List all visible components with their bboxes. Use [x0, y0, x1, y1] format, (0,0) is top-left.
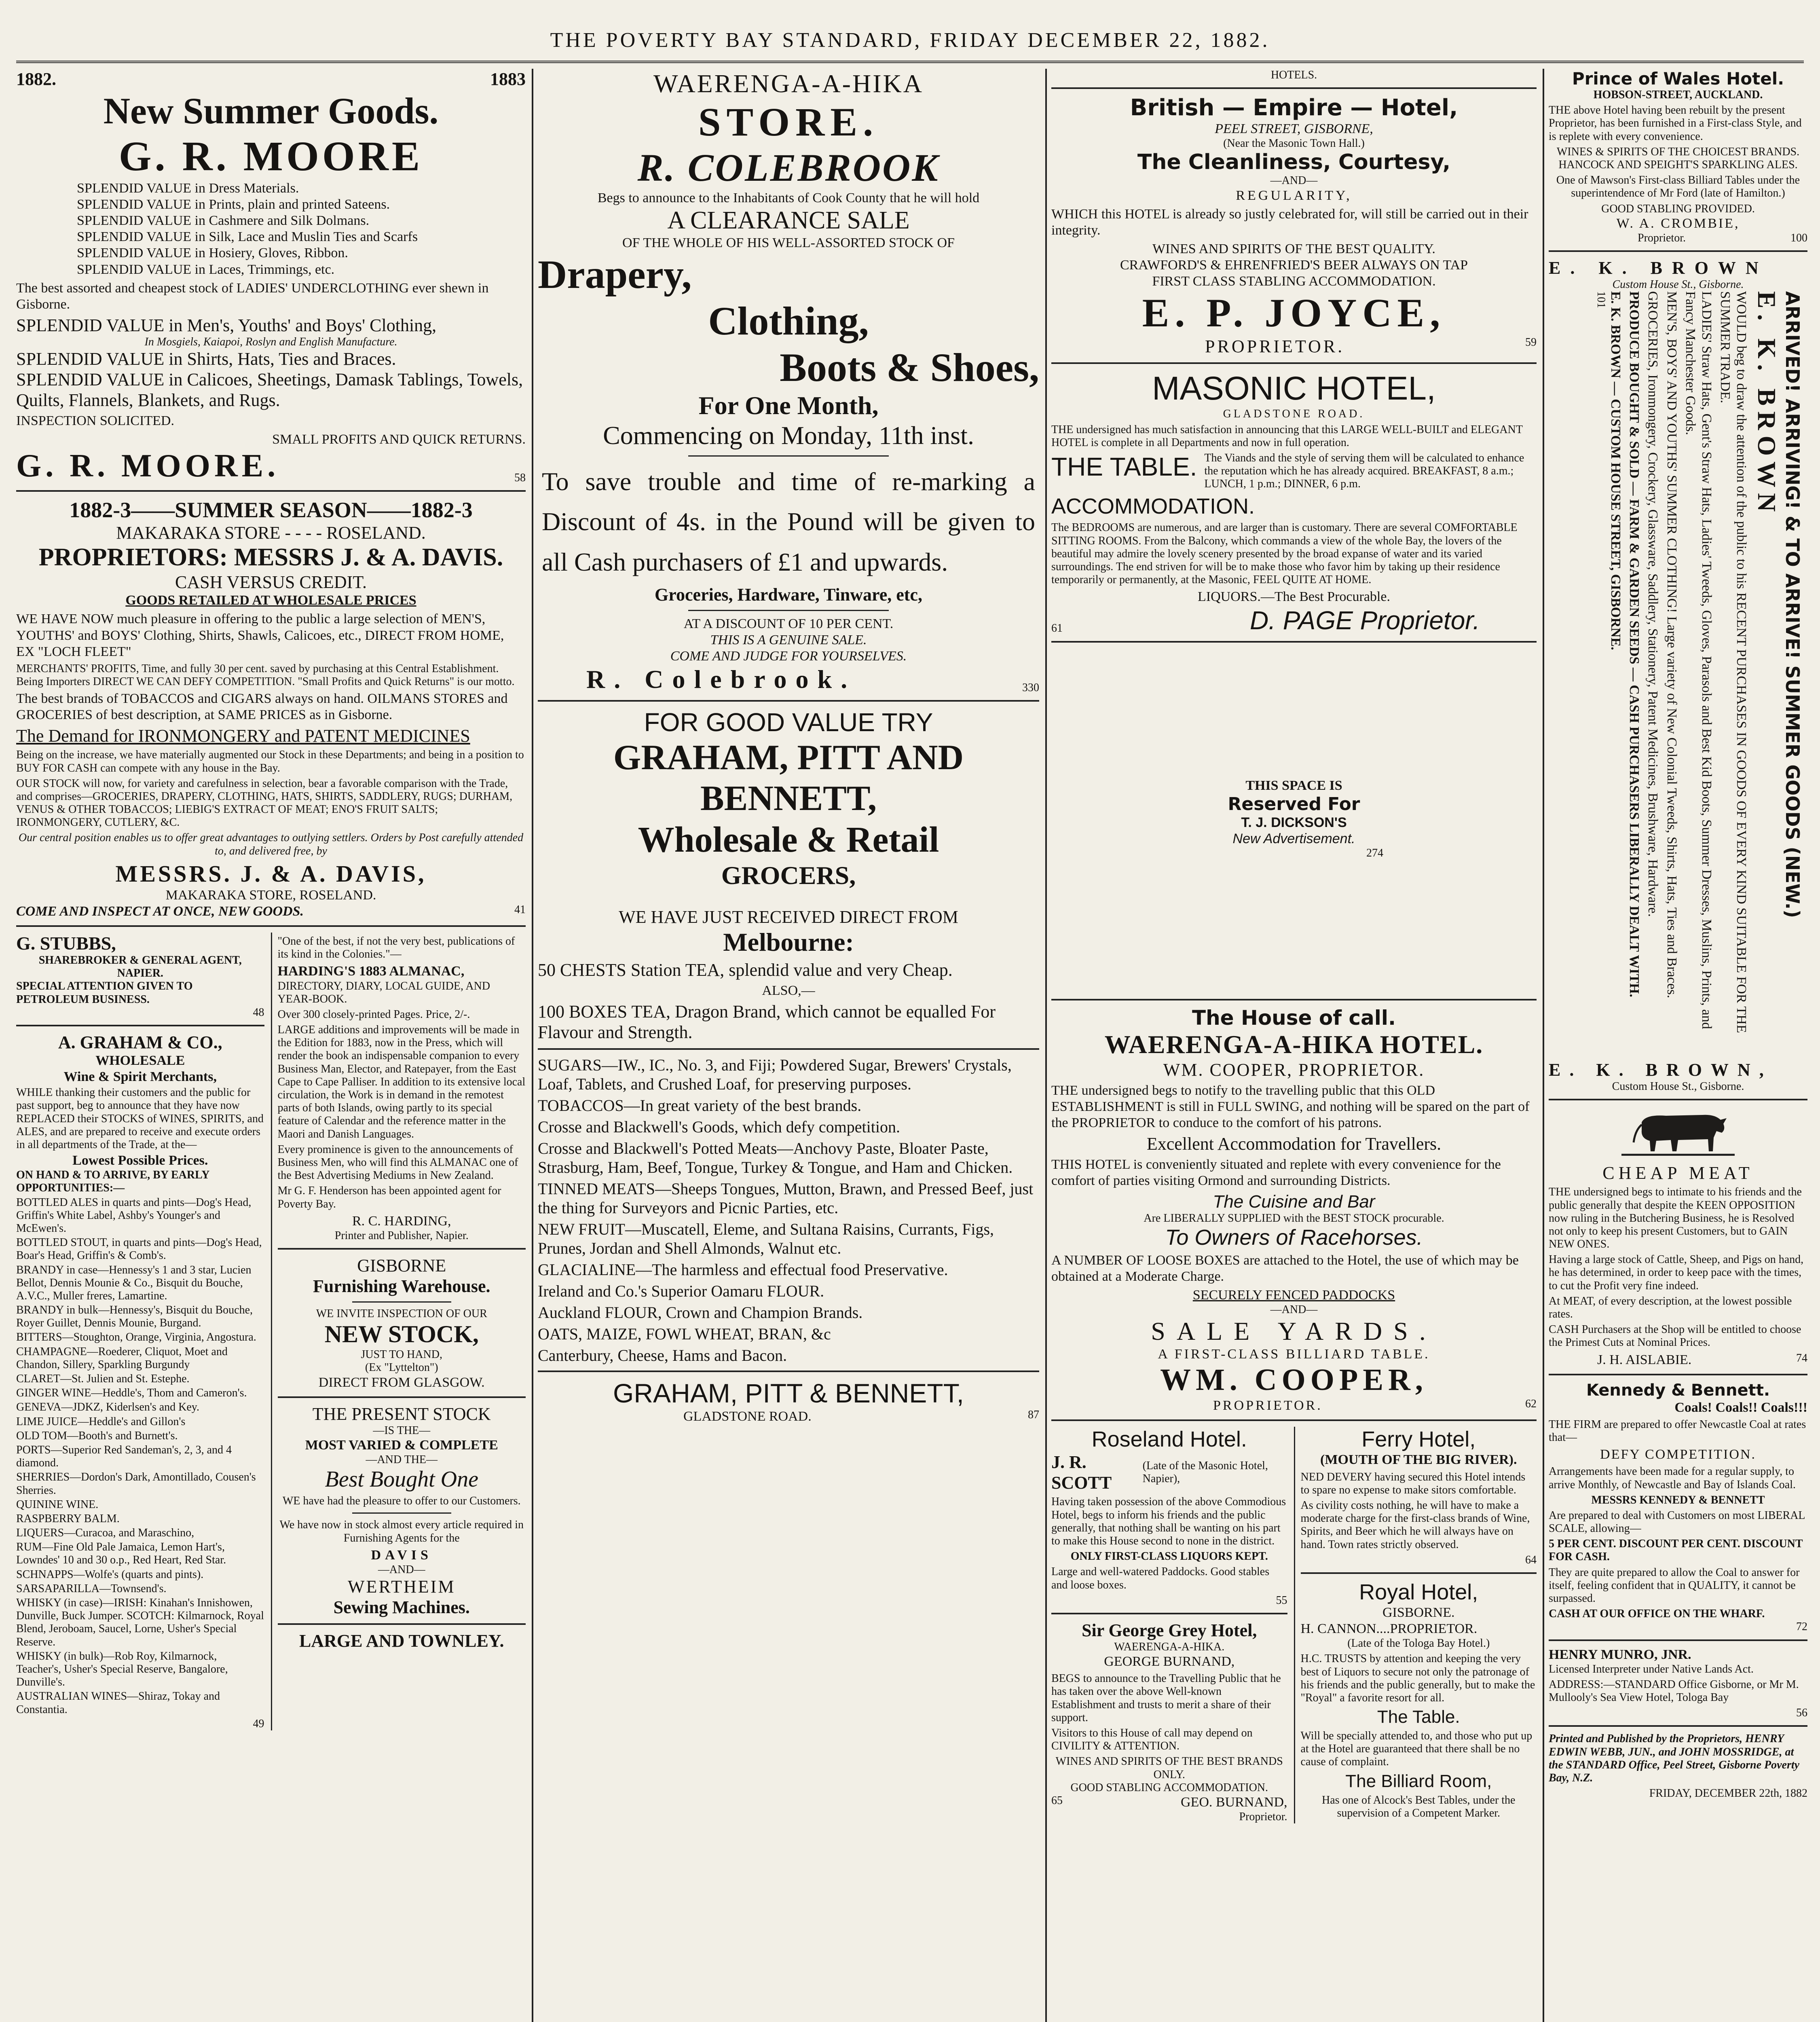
graham-item: BRANDY in case—Hennessy's 1 and 3 star, Lucien Bellot, Dennis Mounie & Co., Bisquit du Bouche, A.V.C., Muller freres, Lamartine.: [16, 1263, 252, 1302]
moore-shirts: SPLENDID VALUE in Shirts, Hats, Ties and Braces.: [16, 349, 396, 369]
graham-item: WHISKY (in bulk)—Rob Roy, Kilmarnock, Teacher's, Usher's Special Reserve, Bangalore, Dunville's.: [16, 1650, 228, 1689]
graham-item: GINGER WINE—Heddle's, Thom and Cameron's.: [16, 1387, 247, 1400]
graham-lowest: Lowest Possible Prices.: [72, 1153, 208, 1168]
kennedy-para: Arrangements have been made for a regular supply, to arrive Monthly, of Newcastle and Bay of Islands Coal.: [1549, 1465, 1796, 1491]
wales-billiard: One of Mawson's First-class Billiard Tables under the superintendence of Mr Ford (late of Hamilton.): [1556, 174, 1800, 200]
furnishing-and-2: —AND—: [378, 1563, 425, 1576]
grey-place: WAERENGA-A-HIKA.: [1114, 1640, 1225, 1653]
gpb-item: Crosse and Blackwell's Potted Meats—Anchovy Paste, Bloater Paste, Strasburg, Ham, Beef, Tongue, Turkey & Tongue, and Ham and Chicken.: [538, 1139, 1013, 1177]
kennedy-office: CASH AT OUR OFFICE ON THE WHARF.: [1549, 1607, 1765, 1620]
empire-proprietor: PROPRIETOR.: [1205, 336, 1345, 357]
graham-item: PORTS—Superior Red Sandeman's, 2, 3, and 4 diamond.: [16, 1443, 232, 1470]
brown-head: E. K. BROWN: [1549, 258, 1768, 278]
waerenga-excellent: Excellent Accommodation for Travellers.: [1146, 1134, 1442, 1154]
moore-line: SPLENDID VALUE in Dress Materials.: [77, 181, 299, 196]
graham-item: RUM—Fine Old Pale Jamaica, Lemon Hart's, Lowndes' 10 and 30 o.p., Red Heart, Red Star.: [16, 1541, 226, 1567]
makaraka-signature: MESSRS. J. & A. DAVIS,: [115, 860, 427, 887]
waerenga-signature-2: PROPRIETOR.: [1213, 1398, 1323, 1413]
colebrook-store: STORE.: [698, 99, 879, 144]
kennedy-para: THE FIRM are prepared to offer Newcastle Coal at rates that—: [1549, 1418, 1806, 1444]
colebrook-boots: Boots & Shoes,: [780, 345, 1039, 390]
empire-title: British — Empire — Hotel,: [1130, 95, 1458, 121]
grey-para: BEGS to announce to the Travelling Public that he has taken over the above Well-known Establishment and trusts to merit a share of their support.: [1051, 1672, 1281, 1724]
brown-vert-para: WOULD beg to draw the attention of the public to his RECENT PURCHASES IN GOODS OF EVERY KIND SUITABLE FOR THE SUMMER TRADE.: [1717, 291, 1749, 1033]
royal-town: GISBORNE.: [1382, 1605, 1455, 1620]
roseland-paddocks: Large and well-watered Paddocks. Good stables and loose boxes.: [1051, 1565, 1270, 1591]
column-rule: [532, 69, 533, 2022]
kennedy-title: Kennedy & Bennett.: [1586, 1381, 1770, 1400]
brown-foot-2: Custom House St., Gisborne.: [1612, 1080, 1744, 1093]
masonic-table: THE TABLE.: [1051, 452, 1197, 481]
colebrook-place: WAERENGA-A-HIKA: [653, 69, 924, 98]
harding-para: LARGE additions and improvements will be made in the Edition for 1883, now in the Press, which will render the book an indispensable companion to every Business Man, Elector, and Ratepayer, from the East Cape to Cape Palliser. In addition to its extensive local circulation, the Work is in demand in the remotest parts of both Islands, owing partly to its special feature of Calendar and the reference matter in the Maori and Danish Languages.: [277, 1024, 526, 1140]
masonic-signature: D. PAGE Proprietor.: [1249, 605, 1480, 635]
gpb-grocers: GROCERS,: [721, 861, 856, 890]
colebrook-come: COME AND JUDGE FOR YOURSELVES.: [670, 649, 907, 664]
makaraka-para: The best brands of TOBACCOS and CIGARS always on hand. OILMANS STORES and GROCERIES of best description, at SAME PRICES as in Gisborne.: [16, 691, 508, 723]
empire-clean: The Cleanliness, Courtesy,: [1137, 150, 1451, 175]
wales-signature: W. A. CROMBIE,: [1616, 216, 1740, 231]
gpb-item: GLACIALINE—The harmless and effectual food Preservative.: [538, 1261, 948, 1279]
colebrook-groceries: Groceries, Hardware, Tinware, etc,: [655, 584, 922, 605]
wales-stabling: GOOD STABLING PROVIDED.: [1601, 202, 1755, 215]
empire-para: WHICH this HOTEL is already so justly celebrated for, will still be carried out in their integrity.: [1051, 206, 1528, 238]
gpb-item: SUGARS—IW., IC., No. 3, and Fiji; Powdered Sugar, Brewers' Crystals, Loaf, Tablets, and Crushed Loaf, for preserving purposes.: [538, 1056, 1012, 1093]
makaraka-para: OUR STOCK will now, for variety and carefulness in selection, bear a favorable comparison with the Trade, and comprises—GROCERIES, DRAPERY, CLOTHING, HATS, SHIRTS, SADDLERY, RUGS; DURHAM, VENUS & OTHER TOBACCOS; LIEBIG'S EXTRACT OF MEAT; ENO'S FRUIT SALTS; IRONMONGERY, CUTLERY, &C.: [16, 777, 513, 829]
waerenga-and: —AND—: [1270, 1303, 1318, 1316]
munro-address: ADDRESS:—STANDARD Office Gisborne, or Mr M. Mullooly's Sea View Hotel, Tologa Bay: [1549, 1678, 1799, 1704]
ad-number: 274: [1366, 846, 1383, 859]
gpb-received: WE HAVE JUST RECEIVED DIRECT FROM: [619, 907, 958, 927]
waerenga-para: A NUMBER OF LOOSE BOXES are attached to the Hotel, the use of which may be obtained at a Moderate Charge.: [1051, 1252, 1519, 1284]
royal-billiard: The Billiard Room,: [1345, 1771, 1492, 1791]
masonic-table-text: The Viands and the style of serving them will be calculated to enhance the reputation which he has already acquired. BREAKFAST, 8 a.m.; LUNCH, 1 p.m.; DINNER, 6 p.m.: [1204, 451, 1524, 491]
graham-item: BOTTLED STOUT, in quarts and pints—Dog's Head, Boar's Head, Griffin's & Comb's.: [16, 1236, 262, 1262]
wales-wines: WINES & SPIRITS OF THE CHOICEST BRANDS.: [1556, 145, 1800, 158]
waerenga-house: The House of call.: [1192, 1006, 1396, 1030]
gpb-address: GLADSTONE ROAD.: [683, 1409, 812, 1424]
graham-item: SARSAPARILLA—Townsend's.: [16, 1582, 167, 1595]
furnishing-signature: LARGE AND TOWNLEY.: [299, 1631, 504, 1651]
gpb-item: TINNED MEATS—Sheeps Tongues, Mutton, Brawn, and Pressed Beef, just the thing for Surveyors and Picnic Parties, etc.: [538, 1180, 1034, 1217]
stubbs-note: SPECIAL ATTENTION GIVEN TO PETROLEUM BUSINESS.: [16, 980, 193, 1006]
meat-para: Having a large stock of Cattle, Sheep, and Pigs on hand, he has determined, in order to keep pace with the times, to cut the Profit very fine indeed.: [1549, 1253, 1804, 1292]
meat-title: CHEAP MEAT: [1602, 1163, 1754, 1183]
ad-number: 87: [1028, 1409, 1039, 1421]
graham-item: LIQUERS—Curacoa, and Maraschino,: [16, 1527, 194, 1540]
furnishing-title: Furnishing Warehouse.: [313, 1276, 490, 1296]
gpb-ad: [538, 707, 1039, 1425]
ferry-sub: (MOUTH OF THE BIG RIVER).: [1320, 1452, 1517, 1468]
right-subcolumn: [1294, 1427, 1537, 1823]
moore-line: SPLENDID VALUE in Prints, plain and printed Sateens.: [77, 197, 390, 212]
colebrook-drapery: Drapery,: [538, 252, 692, 297]
empire-and: —AND—: [1270, 174, 1318, 187]
roseland-para: Having taken possession of the above Commodious Hotel, begs to inform his friends and the public generally, that nothing shall be wanting on his part to make this House second to none in the district.: [1051, 1495, 1286, 1548]
empire-street: PEEL STREET, GISBORNE,: [1215, 121, 1373, 137]
empire-ad: [1051, 95, 1537, 357]
graham-item: SCHNAPPS—Wolfe's (quarts and pints).: [16, 1568, 204, 1581]
royal-ad: [1301, 1580, 1537, 1820]
column-rule: [1045, 69, 1047, 2022]
waerenga-owners: To Owners of Racehorses.: [1165, 1225, 1423, 1250]
makaraka-para: WE HAVE NOW much pleasure in offering to the public a large selection of MEN'S, YOUTHS' and BOYS' Clothing, Shirts, Shawls, Calicoes, etc., DIRECT FROM HOME, EX "LOCH FLEET": [16, 611, 504, 659]
royal-title: Royal Hotel,: [1359, 1580, 1478, 1604]
kennedy-discount: 5 PER CENT. DISCOUNT PER CENT. DISCOUNT FOR CASH.: [1549, 1538, 1803, 1563]
meat-para: CASH Purchasers at the Shop will be entitled to choose the Primest Cuts at Nominal Prices.: [1549, 1323, 1801, 1349]
roseland-ad: [1051, 1427, 1287, 1607]
kennedy-messrs: MESSRS KENNEDY & BENNETT: [1591, 1493, 1765, 1506]
empire-signature: E. P. JOYCE,: [1142, 290, 1446, 336]
furnishing-present: THE PRESENT STOCK: [312, 1404, 491, 1424]
grey-signature: GEO. BURNAND,: [1181, 1794, 1287, 1810]
colebrook-genuine: THIS IS A GENUINE SALE.: [710, 632, 867, 647]
furnishing-new: NEW STOCK,: [324, 1321, 479, 1348]
stubbs-ad: [16, 933, 264, 1019]
roseland-liquors: ONLY FIRST-CLASS LIQUORS KEPT.: [1070, 1550, 1268, 1563]
waerenga-supplied: Are LIBERALLY SUPPLIED with the BEST STOCK procurable.: [1144, 1212, 1444, 1225]
ad-number: 62: [1525, 1398, 1537, 1411]
masonic-road: GLADSTONE ROAD.: [1223, 408, 1365, 421]
reserved-line-1: THIS SPACE IS: [1245, 778, 1342, 793]
moore-underclothing: The best assorted and cheapest stock of LADIES' UNDERCLOTHING ever shewn in Gisborne.: [16, 280, 489, 312]
furnishing-varied: MOST VARIED & COMPLETE: [305, 1437, 498, 1453]
furnishing-davis: DAVIS: [371, 1547, 432, 1563]
makaraka-season: 1882-3——SUMMER SEASON——1882-3: [69, 498, 473, 522]
masonic-accommodation: ACCOMMODATION.: [1051, 494, 1255, 519]
makaraka-signature-2: MAKARAKA STORE, ROSELAND.: [165, 887, 376, 903]
colebrook-ad: [538, 69, 1039, 694]
brown-vert-para: MEN'S, BOYS' AND YOUTHS' SUMMER CLOTHING! Large variety of New Colonial Tweeds, Shirts, Hats, Ties and Braces.: [1664, 291, 1679, 998]
graham-item: SHERRIES—Dordon's Dark, Amontillado, Cousen's Sherries.: [16, 1471, 256, 1497]
colebrook-month: For One Month,: [698, 391, 879, 420]
empire-beer: CRAWFORD'S & EHRENFRIED'S BEER ALWAYS ON TAP: [1120, 258, 1468, 273]
brown-sub: Custom House St., Gisborne.: [1612, 278, 1744, 291]
moore-line: SPLENDID VALUE in Cashmere and Silk Dolmans.: [77, 213, 370, 228]
wales-signature-2: Proprietor.: [1638, 231, 1686, 244]
gpb-also: ALSO,—: [762, 983, 815, 998]
column-3: [1051, 69, 1537, 2022]
graham-item: QUININE WINE.: [16, 1498, 99, 1511]
munro-ad: [1549, 1647, 1807, 1720]
ad-number: 49: [253, 1717, 264, 1730]
bull-illustration: [1617, 1106, 1739, 1159]
meat-para: At MEAT, of every description, at the lowest possible rates.: [1549, 1294, 1792, 1321]
hotels-label: HOTELS.: [1270, 69, 1317, 81]
harding-para: Mr G. F. Henderson has been appointed agent for Poverty Bay.: [277, 1184, 501, 1210]
meat-signature: J. H. AISLABIE.: [1597, 1352, 1692, 1367]
furnishing-direct: DIRECT FROM GLASGOW.: [318, 1375, 485, 1390]
furnishing-just: JUST TO HAND,: [361, 1348, 442, 1361]
colebrook-sale: A CLEARANCE SALE: [667, 207, 910, 235]
kennedy-para: Are prepared to deal with Customers on most LIBERAL SCALE, allowing—: [1549, 1509, 1805, 1535]
furnishing-para: We have now in stock almost every article required in Furnishing Agents for the: [279, 1519, 524, 1544]
masonic-title: MASONIC HOTEL,: [1152, 370, 1436, 407]
masonic-ad: [1051, 370, 1537, 635]
brown-foot: E. K. BROWN,: [1549, 1060, 1773, 1080]
roseland-late: (Late of the Masonic Hotel, Napier),: [1142, 1459, 1268, 1485]
roseland-title: Roseland Hotel.: [1091, 1427, 1247, 1452]
furnishing-is: —IS THE—: [373, 1424, 431, 1437]
royal-para: H.C. TRUSTS by attention and keeping the very best of Liquors to secure not only the patronage of his friends and the public generally, but to make the "Royal" a favorite resort for all.: [1300, 1652, 1535, 1704]
grey-wines: WINES AND SPIRITS OF THE BEST BRANDS ONLY.: [1055, 1755, 1283, 1781]
furnishing-and: —AND THE—: [366, 1453, 438, 1466]
ad-number: 41: [514, 903, 526, 916]
masthead: THE POVERTY BAY STANDARD, FRIDAY DECEMBER 22, 1882.: [550, 29, 1270, 52]
right-subcolumn: [271, 933, 526, 1730]
colebrook-save: To save trouble and time of re-marking a Discount of 4s. in the Pound will be given to all Cash purchasers of £1 and upwards.: [542, 467, 1035, 576]
moore-profits: SMALL PROFITS AND QUICK RETURNS.: [272, 432, 526, 447]
left-subcolumn: [1051, 1427, 1287, 1823]
colebrook-whole: OF THE WHOLE OF HIS WELL-ASSORTED STOCK OF: [622, 235, 955, 251]
ad-number: 55: [1276, 1594, 1287, 1607]
graham-item: WHISKY (in case)—IRISH: Kinahan's Innishowen, Dunville, Buck Jumper. SCOTCH: Kilmarnock, Royal Blend, Jeroboam, Saucel, Lorne, Usher's Special Reserve.: [16, 1597, 264, 1648]
ferry-para: As civility costs nothing, he will have to make a moderate charge for the first-class brands of Wine, Spirits, and Beer which he will always have on hand. Town rates strictly observed.: [1300, 1499, 1530, 1551]
brown-vert-title: ARRIVED! ARRIVING! & TO ARRIVE! SUMMER GOODS (NEW.): [1782, 291, 1803, 918]
gpb-item: Auckland FLOUR, Crown and Champion Brands.: [538, 1303, 863, 1322]
brown-vert-para: PRODUCE BOUGHT & SOLD — FARM & GARDEN SEEDS — CASH PURCHASERS LIBERALLY DEALT WITH.: [1627, 291, 1642, 998]
graham-item: BRANDY in bulk—Hennessy's, Bisquit du Bouche, Royer Guillet, Dennis Mounie, Burgand.: [16, 1304, 253, 1330]
gpb-boxes: 100 BOXES TEA, Dragon Brand, which cannot be equalled For Flavour and Strength.: [538, 1002, 996, 1043]
gpb-value: FOR GOOD VALUE TRY: [644, 708, 933, 737]
ad-number: 64: [1525, 1553, 1537, 1566]
royal-proprietor: H. CANNON....PROPRIETOR.: [1300, 1621, 1478, 1637]
makaraka-cash: CASH VERSUS CREDIT.: [175, 572, 367, 592]
reserved-line-2: Reserved For: [1228, 793, 1360, 814]
waerenga-proprietor: WM. COOPER, PROPRIETOR.: [1163, 1060, 1425, 1080]
gpb-item: NEW FRUIT—Muscatell, Eleme, and Sultana Raisins, Currants, Figs, Prunes, Jordan and Shell Almonds, Walnut etc.: [538, 1220, 994, 1258]
gpb-item: Crosse and Blackwell's Goods, which defy competition.: [538, 1118, 900, 1136]
wales-para: THE above Hotel having been rebuilt by the present Proprietor, has been furnished in a First-class Style, and is replete with every convenience.: [1549, 104, 1802, 143]
royal-table: The Table.: [1377, 1707, 1460, 1727]
ad-number: 72: [1796, 1620, 1807, 1633]
masonic-accommodation-text: The BEDROOMS are numerous, and are larger than is customary. There are several COMFORTABLE SITTING ROOMS. From the Balcony, which commands a view of the whole Bay, the lovers of the beautiful may admire the lovely scenery presented by the broad expanse of water and its varied surroundings. The end striven for will be to make those who favor him by taking up their residence temporarily or permanently, at the Masonic, FEEL QUITE AT HOME.: [1051, 521, 1518, 586]
harding-quote: "One of the best, if not the very best, publications of its kind in the Colonies."—: [277, 935, 515, 961]
munro-role: Licensed Interpreter under Native Lands Act.: [1549, 1662, 1754, 1675]
ad-number: 101: [1595, 291, 1608, 309]
munro-name: HENRY MUNRO, JNR.: [1549, 1647, 1691, 1662]
waerenga-billiard: A FIRST-CLASS BILLIARD TABLE.: [1158, 1347, 1430, 1362]
furnishing-para: WE have had the pleasure to offer to our Customers.: [282, 1495, 521, 1508]
gpb-wholesale: Wholesale & Retail: [638, 820, 939, 860]
brown-vert-signature: E. K. BROWN — CUSTOM HOUSE STREET, GISBORNE.: [1608, 291, 1623, 650]
graham-item: CHAMPAGNE—Roederer, Cliquot, Moet and Chandon, Sillery, Sparkling Burgundy: [16, 1345, 228, 1371]
ad-number: 56: [1796, 1707, 1807, 1720]
makaraka-proprietors: PROPRIETORS: MESSRS J. & A. DAVIS.: [38, 544, 503, 571]
makaraka-para: Being on the increase, we have materially augmented our Stock in these Departments; and being in a position to BUY FOR CASH can compete with any house in the Bay.: [16, 749, 524, 774]
ad-number: 65: [1051, 1794, 1063, 1807]
kennedy-para: They are quite prepared to allow the Coal to answer for itself, feeling confident that in QUALITY, it cannot be surpassed.: [1549, 1566, 1800, 1605]
moore-name: G. R. MOORE: [118, 133, 423, 180]
graham-ad: [16, 1032, 264, 1730]
gpb-item: OATS, MAIZE, FOWL WHEAT, BRAN, &c: [538, 1325, 831, 1343]
gpb-melbourne: Melbourne:: [723, 928, 854, 957]
ad-number: 59: [1525, 336, 1537, 349]
ad-number: 61: [1051, 622, 1063, 635]
graham-item: RASPBERRY BALM.: [16, 1512, 120, 1525]
harding-ad: [278, 935, 526, 1242]
graham-item: AUSTRALIAN WINES—Shiraz, Tokay and Constantia.: [16, 1690, 220, 1716]
moore-signature: G. R. MOORE.: [16, 448, 280, 484]
graham-item: BITTERS—Stoughton, Orange, Virginia, Angostura.: [16, 1331, 256, 1344]
harding-para: Every prominence is given to the announcements of Business Men, who will find this ALMANAC one of the Best Advertising Mediums in New Zealand.: [277, 1143, 518, 1182]
colebrook-begs: Begs to announce to the Inhabitants of Cook County that he will hold: [597, 190, 980, 205]
moore-title: New Summer Goods.: [103, 90, 439, 131]
left-subcolumn: [16, 933, 264, 1730]
royal-billiard-text: Has one of Alcock's Best Tables, under the supervision of a Competent Marker.: [1322, 1794, 1516, 1819]
furnishing-ex: (Ex "Lyttelton"): [365, 1361, 438, 1374]
colebrook-signature: R. Colebrook.: [586, 665, 856, 694]
column-rule: [1543, 69, 1544, 2022]
reserved-line-4: New Advertisement.: [1232, 831, 1355, 846]
moore-line: SPLENDID VALUE in Laces, Trimmings, etc.: [77, 262, 335, 277]
wales-title: Prince of Wales Hotel.: [1572, 69, 1784, 89]
grey-name: GEORGE BURNAND,: [1104, 1654, 1235, 1669]
graham-item: LIME JUICE—Heddle's and Gillon's: [16, 1415, 186, 1428]
brown-vert-para: LADIES' Straw Hats, Gent's Straw Hats, Ladies' Tweeds, Gloves, Parasols and Best Kid Boots, Summer Dresses, Muslins, Prints, and Fancy Manchester Goods.: [1683, 291, 1714, 1029]
brown-vert-name: E. K. BROWN: [1752, 291, 1781, 518]
brown-vert-para: GROCERIES, Ironmongery, Crockery, Glassware, Saddlery, Stationery, Patent Medicines, Brushware, Hardware.: [1645, 291, 1661, 917]
waerenga-para: THE undersigned begs to notify to the travelling public that this OLD ESTABLISHMENT is still in FULL SWING, and nothing will be spared on the part of the PROPRIETOR to conduce to the comfort of his patrons.: [1051, 1083, 1530, 1131]
graham-para: WHILE thanking their customers and the public for past support, beg to announce that they have now REPLACED their STOCKS of WINES, SPIRITS, and ALES, and are prepared to receive and execute orders in all departments of the Trade, at the—: [16, 1086, 264, 1151]
colebrook-name: R. COLEBROOK: [637, 146, 940, 189]
grey-ad: [1051, 1620, 1287, 1823]
graham-item: CLARET—St. Julien and St. Estephe.: [16, 1373, 190, 1385]
wales-ales: HANCOCK AND SPEIGHT'S SPARKLING ALES.: [1558, 158, 1798, 171]
graham-item: GENEVA—JDKZ, Kiderlsen's and Key.: [16, 1401, 199, 1414]
ferry-para: NED DEVERY having secured this Hotel intends to spare no expense to make sitors comfortable.: [1300, 1470, 1526, 1496]
makaraka-come: COME AND INSPECT AT ONCE, NEW GOODS.: [16, 903, 304, 919]
masonic-liquors: LIQUORS.—The Best Procurable.: [1198, 589, 1390, 605]
royal-late: (Late of the Tologa Bay Hotel.): [1347, 1637, 1490, 1650]
wales-street: HOBSON-STREET, AUCKLAND.: [1593, 89, 1763, 101]
waerenga-signature: WM. COOPER,: [1160, 1363, 1428, 1397]
gpb-item: TOBACCOS—In great variety of the best brands.: [538, 1096, 862, 1115]
waerenga-fenced: SECURELY FENCED PADDOCKS: [1192, 1287, 1395, 1303]
makaraka-wholesale: GOODS RETAILED AT WHOLESALE PRICES: [125, 593, 416, 608]
empire-regularity: REGULARITY,: [1236, 188, 1352, 203]
gpb-signature: GRAHAM, PITT & BENNETT,: [613, 1378, 964, 1409]
makaraka-store: MAKARAKA STORE - - - - ROSELAND.: [116, 523, 426, 543]
moore-line: SPLENDID VALUE in Hosiery, Gloves, Ribbon.: [77, 245, 348, 261]
year-right: 1883: [490, 69, 526, 89]
empire-wines: WINES AND SPIRITS OF THE BEST QUALITY.: [1152, 241, 1435, 256]
makaraka-para: MERCHANTS' PROFITS, Time, and fully 30 per cent. saved by purchasing at this Central Establishment. Being Importers DIRECT WE CAN DEFY COMPETITION. "Small Profits and Quick Returns" is our motto.: [16, 662, 515, 688]
colebrook-discount: AT A DISCOUNT OF 10 PER CENT.: [683, 616, 894, 631]
graham-arrive: ON HAND & TO ARRIVE, BY EARLY OPPORTUNITIES:—: [16, 1169, 209, 1195]
makaraka-demand: The Demand for IRONMONGERY and PATENT MEDICINES: [16, 726, 470, 746]
harding-signature-2: Printer and Publisher, Napier.: [334, 1229, 469, 1242]
harding-pages: Over 300 closely-printed Pages. Price, 2/-.: [277, 1008, 470, 1021]
moore-men-sub: In Mosgiels, Kaiapoi, Roslyn and English Manufacture.: [144, 335, 397, 348]
masthead-rule: [16, 61, 1804, 63]
grey-para: Visitors to this House of call may depend on CIVILITY & ATTENTION.: [1051, 1727, 1253, 1753]
waerenga-para: THIS HOTEL is conveniently situated and replete with every convenience for the comfort of parties visiting Ormond and surrounding Districts.: [1051, 1157, 1501, 1189]
grey-stabling: GOOD STABLING ACCOMMODATION.: [1070, 1781, 1268, 1794]
empire-stabling: FIRST CLASS STABLING ACCOMMODATION.: [1152, 274, 1436, 289]
moore-inspection: INSPECTION SOLICITED.: [16, 413, 174, 429]
furnishing-wertheim: WERTHEIM: [348, 1577, 456, 1597]
ad-number: 330: [1022, 681, 1039, 694]
moore-men: SPLENDID VALUE in Men's, Youths' and Boys' Clothing,: [16, 315, 437, 335]
moore-calicoes: SPLENDID VALUE in Calicoes, Sheetings, Damask Tablings, Towels, Quilts, Flannels, Blankets, and Rugs.: [16, 370, 523, 410]
stubbs-name: G. STUBBS,: [16, 933, 116, 954]
gpb-item: Ireland and Co.'s Superior Oamaru FLOUR.: [538, 1282, 824, 1301]
year-left: 1882.: [16, 69, 56, 89]
masonic-para: THE undersigned has much satisfaction in announcing that this LARGE WELL-BUILT and ELEGANT HOTEL is complete in all Departments and now in full operation.: [1051, 423, 1523, 449]
furnishing-invite: WE INVITE INSPECTION OF OUR: [316, 1307, 487, 1320]
ferry-title: Ferry Hotel,: [1361, 1427, 1476, 1452]
kennedy-coals: Coals! Coals!! Coals!!!: [1674, 1400, 1807, 1415]
waerenga-hotel-ad: [1051, 1006, 1537, 1414]
graham-role: WHOLESALE: [95, 1053, 185, 1068]
gpb-name: GRAHAM, PITT AND BENNETT,: [613, 738, 964, 819]
gpb-item: Canterbury, Cheese, Hams and Bacon.: [538, 1346, 787, 1365]
moore-ad: [16, 89, 526, 484]
reserved-ad: [1051, 648, 1537, 994]
colebrook-commencing: Commencing on Monday, 11th inst.: [603, 421, 974, 450]
brown-ad: [1549, 258, 1807, 1093]
imprint: Printed and Published by the Proprietors, HENRY EDWIN WEBB, JUN., and JOHN MOSSRIDGE, at the STANDARD Office, Peel Street, Gisborne Poverty Bay, N.Z.: [1549, 1732, 1800, 1784]
roseland-name: J. R. SCOTT: [1051, 1452, 1112, 1493]
graham-name: A. GRAHAM & CO.,: [58, 1032, 222, 1052]
gpb-tea: 50 CHESTS Station TEA, splendid value and very Cheap.: [538, 960, 953, 980]
harding-sub: DIRECTORY, DIARY, LOCAL GUIDE, AND YEAR-BOOK.: [277, 979, 490, 1005]
column-2: [538, 69, 1039, 2022]
ad-number: 74: [1796, 1352, 1807, 1364]
kennedy-defy: DEFY COMPETITION.: [1600, 1447, 1756, 1462]
grey-signature-2: Proprietor.: [1239, 1810, 1287, 1823]
furnishing-town: GISBORNE: [357, 1256, 446, 1275]
wales-ad: [1549, 69, 1807, 245]
meat-ad: [1549, 1106, 1807, 1368]
waerenga-yards: SALE YARDS.: [1151, 1317, 1437, 1346]
empire-near: (Near the Masonic Town Hall.): [1223, 137, 1365, 150]
meat-para: THE undersigned begs to intimate to his friends and the public generally that despite the KEEN OPPOSITION now ruling in the Butchering Business, he is Resolved not only to keep his present Customers, but to GAIN NEW ONES.: [1549, 1186, 1802, 1251]
ad-number: 100: [1790, 231, 1807, 244]
makaraka-para: Our central position enables us to offer great advantages to outlying settlers. Orders by Post carefully attended to, and delivered free, by: [18, 831, 524, 857]
brown-rotated-panel: [1549, 291, 1807, 1060]
furnishing-sewing: Sewing Machines.: [333, 1597, 470, 1618]
reserved-line-3: T. J. DICKSON'S: [1241, 814, 1347, 830]
kennedy-ad: [1549, 1381, 1807, 1634]
makaraka-ad: [16, 497, 526, 920]
royal-table-text: Will be specially attended to, and those who put up at the Hotel are guaranteed that there shall be no cause of complaint.: [1300, 1730, 1533, 1768]
waerenga-title: WAERENGA-A-HIKA HOTEL.: [1104, 1030, 1484, 1059]
furnishing-ad: [278, 1255, 526, 1651]
column-1: [16, 69, 526, 2022]
column-4: [1549, 69, 1807, 2022]
ferry-ad: [1301, 1427, 1537, 1566]
ad-number: 58: [514, 472, 526, 484]
ad-number: 48: [253, 1006, 264, 1019]
waerenga-cuisine: The Cuisine and Bar: [1213, 1191, 1375, 1212]
grey-title: Sir George Grey Hotel,: [1082, 1620, 1257, 1640]
harding-signature: R. C. HARDING,: [352, 1213, 451, 1229]
harding-title: HARDING'S 1883 ALMANAC,: [277, 964, 465, 979]
graham-role-2: Wine & Spirit Merchants,: [63, 1069, 217, 1085]
moore-line: SPLENDID VALUE in Silk, Lace and Muslin Ties and Scarfs: [77, 229, 418, 245]
graham-item: OLD TOM—Booth's and Burnett's.: [16, 1429, 178, 1442]
stubbs-role: SHAREBROKER & GENERAL AGENT, NAPIER.: [38, 954, 242, 980]
imprint-date: FRIDAY, DECEMBER 22th, 1882: [1649, 1787, 1807, 1800]
furnishing-best: Best Bought One: [325, 1467, 478, 1492]
graham-item: BOTTLED ALES in quarts and pints—Dog's Head, Griffin's White Label, Ashby's Younger's and McEwen's.: [16, 1196, 252, 1235]
colebrook-clothing: Clothing,: [708, 298, 869, 344]
